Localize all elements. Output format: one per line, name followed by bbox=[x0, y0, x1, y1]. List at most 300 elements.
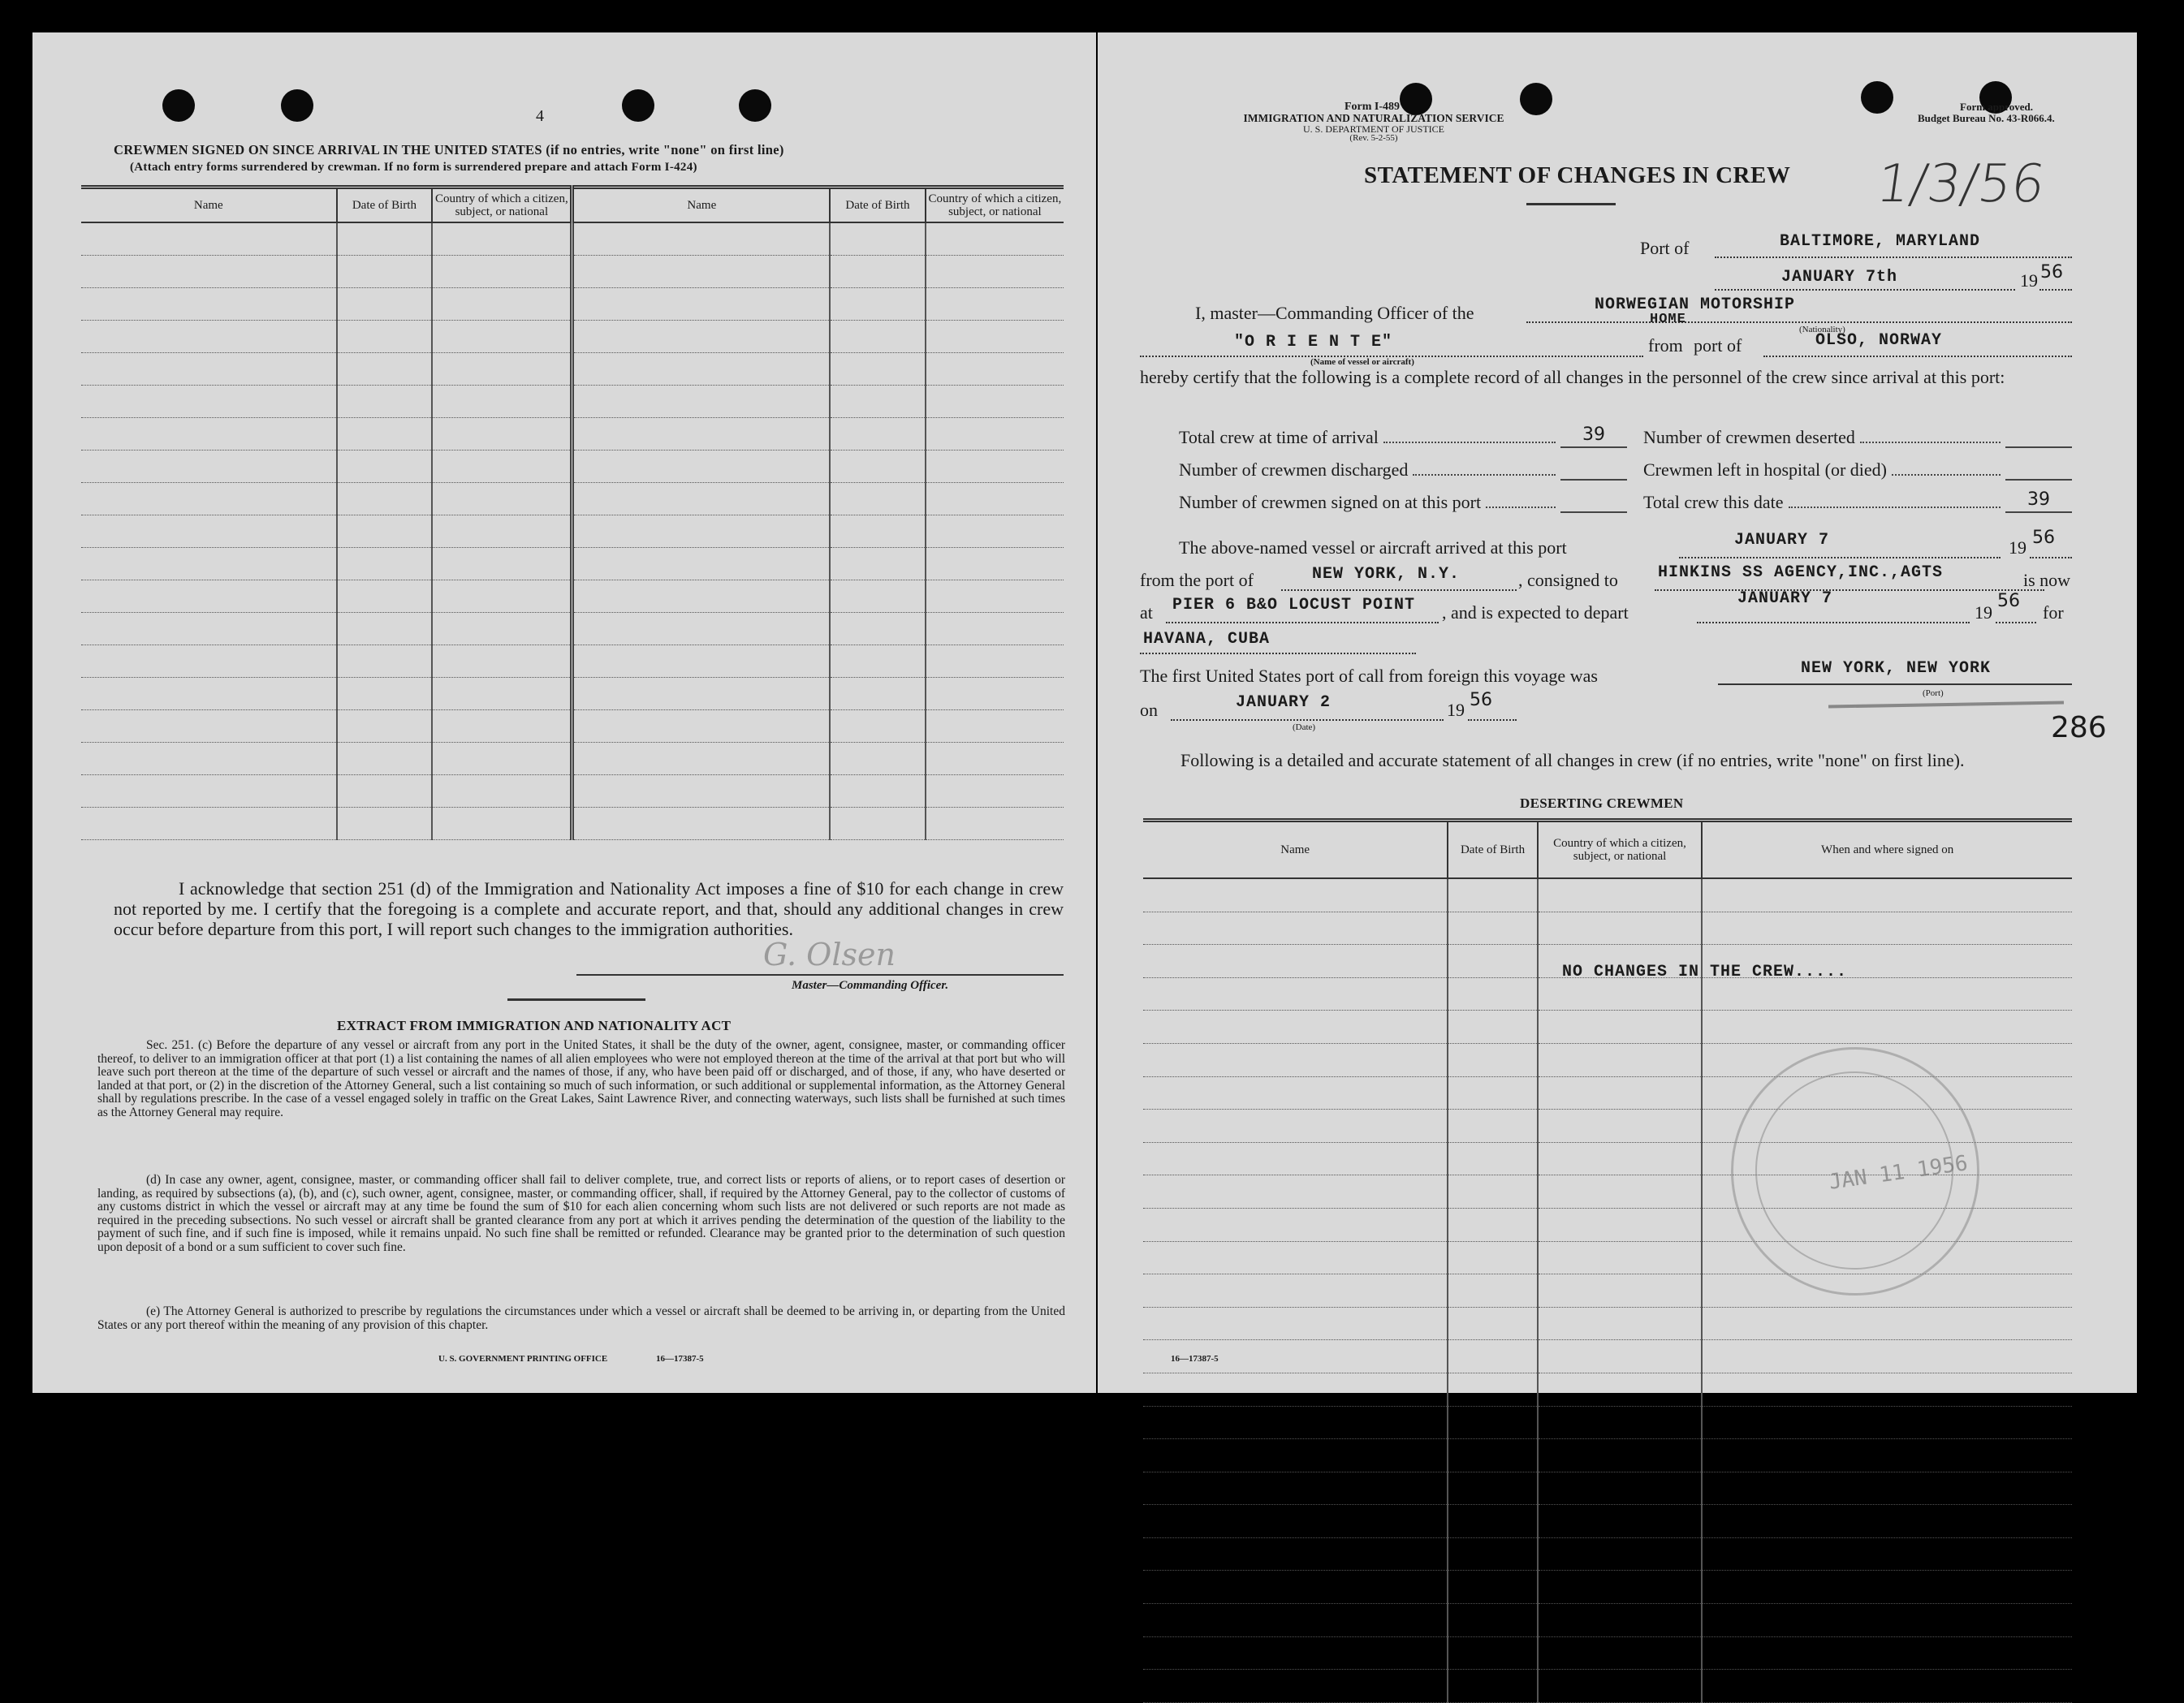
table-cell bbox=[1143, 1439, 1448, 1472]
depart-year-prefix: 19 bbox=[1975, 602, 1992, 623]
table-cell bbox=[1143, 1670, 1448, 1703]
from-port-value: NEW YORK, N.Y. bbox=[1312, 565, 1461, 584]
table-cell bbox=[1538, 1274, 1703, 1308]
table-cell bbox=[572, 222, 830, 256]
table-cell bbox=[337, 548, 433, 580]
table-cell bbox=[1702, 1636, 2072, 1670]
table-cell bbox=[81, 353, 337, 386]
table-cell bbox=[926, 710, 1064, 743]
signature-line bbox=[576, 974, 1064, 976]
first-port-label: The first United States port of call from foreign this voyage was bbox=[1140, 666, 1598, 686]
table-cell bbox=[337, 483, 433, 515]
arrived-label: The above-named vessel or aircraft arrived at this port bbox=[1179, 537, 1567, 558]
crew-stat-label: Total crew this date bbox=[1643, 492, 1784, 512]
table-cell bbox=[830, 386, 926, 418]
date-value: JANUARY 7th bbox=[1781, 268, 1898, 287]
table-cell bbox=[81, 645, 337, 678]
table-cell bbox=[926, 386, 1064, 418]
table-row bbox=[81, 580, 1064, 613]
consigned-value: HINKINS SS AGENCY,INC.,AGTS bbox=[1658, 563, 1944, 582]
port-value: BALTIMORE, MARYLAND bbox=[1780, 232, 1981, 251]
table-cell bbox=[81, 256, 337, 288]
table-cell bbox=[432, 256, 572, 288]
first-port-line bbox=[1718, 683, 2072, 685]
table-cell bbox=[926, 580, 1064, 613]
table-cell bbox=[337, 288, 433, 321]
at-line bbox=[1166, 622, 1439, 623]
table-row bbox=[81, 515, 1064, 548]
section-251-e: (e) The Attorney General is authorized to prescribe by regulations the circumstances under which a vessel or aircraft shall be deemed to be arriving in, or departing from the United States or any port thereof within the meaning of any provision of this chapter. bbox=[97, 1304, 1065, 1332]
table-row bbox=[81, 256, 1064, 288]
stamp-date: JAN 11 1956 bbox=[1827, 1151, 1970, 1195]
crew-stat-label: Number of crewmen deserted bbox=[1643, 427, 1855, 447]
crew-stat-row bbox=[1643, 448, 2072, 481]
table-row bbox=[81, 808, 1064, 840]
table-row bbox=[1143, 1537, 2072, 1571]
date-line bbox=[1715, 289, 2015, 291]
page-number: 4 bbox=[536, 107, 544, 125]
table-cell bbox=[830, 710, 926, 743]
table-cell bbox=[1143, 1274, 1448, 1308]
table-cell bbox=[926, 645, 1064, 678]
table-cell bbox=[572, 710, 830, 743]
table-cell bbox=[1448, 1472, 1537, 1505]
table-cell bbox=[432, 386, 572, 418]
table-cell bbox=[1702, 1571, 2072, 1604]
dot-leader bbox=[1383, 442, 1556, 443]
table-cell bbox=[1538, 1307, 1703, 1340]
table-cell bbox=[926, 678, 1064, 710]
punch-hole bbox=[1520, 83, 1552, 115]
table-cell bbox=[432, 808, 572, 840]
right-page bbox=[1098, 32, 2137, 1393]
table-cell bbox=[432, 418, 572, 451]
table-cell bbox=[81, 515, 337, 548]
dot-leader bbox=[1789, 507, 2001, 508]
table-cell bbox=[81, 222, 337, 256]
table-cell bbox=[337, 222, 433, 256]
table-row bbox=[1143, 1340, 2072, 1373]
table-row bbox=[81, 288, 1064, 321]
crew-stat-row bbox=[1179, 481, 1627, 513]
table-cell bbox=[337, 256, 433, 288]
nationality-caption: (Nationality) bbox=[1799, 325, 1845, 334]
col-country: Country of which a citizen, subject, or national bbox=[432, 188, 572, 223]
table-cell bbox=[432, 288, 572, 321]
table-cell bbox=[337, 515, 433, 548]
on-value: JANUARY 2 bbox=[1236, 693, 1332, 712]
table-cell bbox=[926, 418, 1064, 451]
table-row bbox=[81, 222, 1064, 256]
crew-stat-row bbox=[1643, 481, 2072, 513]
table-cell bbox=[830, 451, 926, 483]
table-cell bbox=[926, 515, 1064, 548]
table-cell bbox=[1538, 1439, 1703, 1472]
table-cell bbox=[81, 288, 337, 321]
table-cell bbox=[830, 775, 926, 808]
for-line bbox=[1140, 653, 1416, 654]
table-cell bbox=[1448, 1208, 1537, 1241]
home-port-value: OLSO, NORWAY bbox=[1815, 331, 1943, 350]
table-cell bbox=[1143, 1373, 1448, 1406]
port-label: Port of bbox=[1640, 238, 1690, 258]
col-name: Name bbox=[81, 188, 337, 223]
table-cell bbox=[1448, 945, 1537, 978]
col-date-of-birth: Date of Birth bbox=[830, 188, 926, 223]
table-cell bbox=[926, 483, 1064, 515]
table-row bbox=[81, 451, 1064, 483]
table-row bbox=[1143, 1274, 2072, 1308]
table-cell bbox=[1448, 1636, 1537, 1670]
crew-stat-label: Total crew at time of arrival bbox=[1179, 427, 1379, 447]
table-cell bbox=[572, 645, 830, 678]
depart-date-line bbox=[1697, 622, 1970, 623]
table-cell bbox=[432, 353, 572, 386]
table-cell bbox=[1702, 1439, 2072, 1472]
form-number: Form I-489 bbox=[1344, 101, 1401, 113]
section-251-d: (d) In case any owner, agent, consignee, master, or commanding officer shall fail to deliver complete, true, and correct lists or reports of aliens, or to report cases of desertion or landing, as required by subsections (a), (b), and (c), such owner, agent, consignee, master, or commanding officer, shall, if required by the Attorney General, pay to the collector of customs of any customs district in which the vessel or aircraft may at any time be found the sum of $10 for each alien concerning whom such lists are not delivered or such reports are not made as required in the preceding subsections. No such vessel or aircraft shall be granted clearance from any port at which it arrives pending the determination of the question of the liability to the payment of such fine, and if such fine is imposed, while it remains unpaid. No such fine shall be remitted or refunded. Clearance may be granted prior to the determination of such question upon deposit of a bond or a sum sufficient to cover such fine. bbox=[97, 1173, 1065, 1254]
table-cell bbox=[830, 678, 926, 710]
table-cell bbox=[337, 743, 433, 775]
col-name: Name bbox=[572, 188, 830, 223]
table-cell bbox=[926, 353, 1064, 386]
table-row bbox=[1143, 878, 2072, 912]
table-cell bbox=[572, 386, 830, 418]
table-cell bbox=[81, 386, 337, 418]
table-cell bbox=[1538, 1604, 1703, 1637]
table-cell bbox=[830, 613, 926, 645]
table-cell bbox=[1702, 912, 2072, 945]
table-cell bbox=[572, 288, 830, 321]
table-cell bbox=[572, 321, 830, 353]
table-cell bbox=[337, 808, 433, 840]
table-cell bbox=[337, 580, 433, 613]
table-cell bbox=[572, 580, 830, 613]
table-cell bbox=[1448, 1537, 1537, 1571]
no-changes-note: NO CHANGES IN THE CREW..... bbox=[1562, 963, 1848, 981]
table-cell bbox=[1538, 1241, 1703, 1274]
signed-on-rows bbox=[81, 222, 1064, 840]
table-cell bbox=[1538, 1537, 1703, 1571]
arrived-date: JANUARY 7 bbox=[1734, 531, 1830, 550]
signed-on-subheading: (Attach entry forms surrendered by crewman. If no form is surrendered prepare and attach Form I-424) bbox=[130, 161, 697, 174]
table-cell bbox=[1448, 1505, 1537, 1538]
expected-label: , and is expected to depart bbox=[1442, 602, 1629, 623]
dot-leader bbox=[1892, 474, 2001, 476]
crew-stat-row bbox=[1179, 448, 1627, 481]
dot-leader bbox=[1860, 442, 2001, 443]
table-cell bbox=[1448, 1439, 1537, 1472]
left-page bbox=[32, 32, 1096, 1393]
table-cell bbox=[337, 353, 433, 386]
table-cell bbox=[926, 743, 1064, 775]
table-cell bbox=[337, 613, 433, 645]
table-cell bbox=[337, 386, 433, 418]
arrived-year-prefix: 19 bbox=[2009, 537, 2026, 558]
table-cell bbox=[1702, 878, 2072, 912]
date-year-prefix: 19 bbox=[2020, 270, 2038, 291]
col-country: Country of which a citizen, subject, or national bbox=[1538, 821, 1703, 879]
table-cell bbox=[1448, 1175, 1537, 1209]
table-cell bbox=[1538, 1043, 1703, 1076]
table-row bbox=[1143, 1307, 2072, 1340]
signature-caption: Master—Commanding Officer. bbox=[792, 979, 949, 992]
table-cell bbox=[1538, 1142, 1703, 1175]
table-row bbox=[1143, 912, 2072, 945]
dot-leader bbox=[1486, 507, 1556, 508]
table-cell bbox=[432, 515, 572, 548]
table-cell bbox=[1448, 878, 1537, 912]
table-cell bbox=[1143, 1175, 1448, 1209]
table-cell bbox=[926, 548, 1064, 580]
table-cell bbox=[1448, 1142, 1537, 1175]
table-cell bbox=[926, 288, 1064, 321]
handwritten-date: 1/3/56 bbox=[1872, 154, 2049, 214]
table-cell bbox=[1702, 1670, 2072, 1703]
table-cell bbox=[572, 515, 830, 548]
arrived-year-line bbox=[2030, 557, 2072, 558]
table-cell bbox=[830, 353, 926, 386]
agency-name: IMMIGRATION AND NATURALIZATION SERVICE bbox=[1243, 112, 1504, 124]
table-row bbox=[1143, 1505, 2072, 1538]
table-cell bbox=[1143, 1307, 1448, 1340]
crew-stat-value bbox=[1560, 510, 1627, 513]
table-cell bbox=[926, 222, 1064, 256]
table-cell bbox=[1448, 977, 1537, 1011]
table-row bbox=[81, 321, 1064, 353]
table-cell bbox=[572, 743, 830, 775]
deserting-title: DESERTING CREWMEN bbox=[1520, 795, 1684, 811]
from-port-label: from the port of bbox=[1140, 570, 1254, 590]
table-cell bbox=[572, 775, 830, 808]
table-cell bbox=[830, 580, 926, 613]
first-port-value: NEW YORK, NEW YORK bbox=[1801, 659, 1992, 678]
crew-stats-right bbox=[1643, 416, 2072, 513]
date-caption: (Date) bbox=[1293, 722, 1316, 732]
table-cell bbox=[432, 645, 572, 678]
table-cell bbox=[1143, 945, 1448, 978]
at-label: at bbox=[1140, 602, 1153, 623]
table-cell bbox=[1538, 1175, 1703, 1209]
for-value: HAVANA, CUBA bbox=[1143, 630, 1271, 649]
table-row bbox=[1143, 977, 2072, 1011]
date-year: 56 bbox=[2040, 262, 2063, 282]
table-cell bbox=[81, 808, 337, 840]
table-cell bbox=[1702, 1604, 2072, 1637]
table-cell bbox=[830, 256, 926, 288]
table-cell bbox=[830, 515, 926, 548]
table-cell bbox=[1143, 1076, 1448, 1110]
table-cell bbox=[926, 321, 1064, 353]
table-cell bbox=[1702, 1472, 2072, 1505]
form-code: 16—17387-5 bbox=[656, 1354, 704, 1364]
page-stamp-number: 286 bbox=[2051, 711, 2107, 744]
table-cell bbox=[572, 353, 830, 386]
home-insert: HOME bbox=[1650, 312, 1686, 327]
table-cell bbox=[432, 321, 572, 353]
table-cell bbox=[1538, 1011, 1703, 1044]
table-cell bbox=[1448, 1307, 1537, 1340]
table-cell bbox=[1143, 1571, 1448, 1604]
table-cell bbox=[1538, 912, 1703, 945]
table-cell bbox=[1143, 1043, 1448, 1076]
table-cell bbox=[572, 256, 830, 288]
table-cell bbox=[337, 418, 433, 451]
table-cell bbox=[1538, 878, 1703, 912]
on-year-line bbox=[1468, 719, 1517, 721]
col-date-of-birth: Date of Birth bbox=[1448, 821, 1537, 879]
table-cell bbox=[1448, 1571, 1537, 1604]
table-cell bbox=[830, 548, 926, 580]
on-label: on bbox=[1140, 700, 1158, 720]
department-name: U. S. DEPARTMENT OF JUSTICE bbox=[1303, 123, 1444, 135]
table-cell bbox=[1538, 1472, 1703, 1505]
dot-leader bbox=[1413, 474, 1556, 476]
table-row bbox=[81, 613, 1064, 645]
signed-on-heading: CREWMEN SIGNED ON SINCE ARRIVAL IN THE UNITED STATES (if no entries, write "none" on first line) bbox=[114, 142, 784, 157]
table-cell bbox=[926, 808, 1064, 840]
table-cell bbox=[1143, 878, 1448, 912]
crew-stat-value: 39 bbox=[1560, 425, 1627, 448]
table-cell bbox=[1143, 977, 1448, 1011]
on-line bbox=[1171, 719, 1444, 721]
form-code: 16—17387-5 bbox=[1171, 1354, 1219, 1364]
certify-text: hereby certify that the following is a complete record of all changes in the personnel of the crew since arrival at this port: bbox=[1140, 367, 2005, 387]
table-cell bbox=[1702, 1537, 2072, 1571]
table-cell bbox=[830, 288, 926, 321]
table-cell bbox=[1448, 1011, 1537, 1044]
table-row bbox=[81, 645, 1064, 678]
crew-stat-label: Number of crewmen signed on at this port bbox=[1179, 492, 1482, 512]
table-row bbox=[81, 743, 1064, 775]
table-cell bbox=[572, 418, 830, 451]
table-cell bbox=[432, 678, 572, 710]
port-of-label: port of bbox=[1694, 335, 1742, 356]
table-row bbox=[1143, 1472, 2072, 1505]
table-cell bbox=[926, 613, 1064, 645]
table-row bbox=[81, 548, 1064, 580]
nationality-line bbox=[1526, 321, 2072, 323]
signed-on-table bbox=[81, 185, 1064, 840]
col-country: Country of which a citizen, subject, or national bbox=[926, 188, 1064, 223]
punch-hole bbox=[162, 89, 195, 122]
table-cell bbox=[81, 613, 337, 645]
vessel-name: "O R I E N T E" bbox=[1234, 333, 1393, 351]
table-cell bbox=[1448, 1043, 1537, 1076]
table-cell bbox=[830, 645, 926, 678]
approval-note: Form approved. bbox=[1960, 101, 2034, 113]
crew-stat-value: 39 bbox=[2005, 489, 2072, 513]
table-cell bbox=[830, 321, 926, 353]
table-cell bbox=[572, 548, 830, 580]
table-cell bbox=[1448, 1076, 1537, 1110]
consigned-line bbox=[1655, 589, 2044, 591]
table-cell bbox=[572, 451, 830, 483]
table-cell bbox=[81, 483, 337, 515]
table-cell bbox=[572, 483, 830, 515]
table-cell bbox=[1538, 1208, 1703, 1241]
table-row bbox=[1143, 1011, 2072, 1044]
crew-stat-row bbox=[1179, 416, 1627, 448]
for-label: for bbox=[2043, 602, 2064, 623]
table-cell bbox=[1538, 1571, 1703, 1604]
table-cell bbox=[337, 645, 433, 678]
table-cell bbox=[1702, 1307, 2072, 1340]
table-cell bbox=[81, 580, 337, 613]
table-cell bbox=[1143, 1505, 1448, 1538]
from-label: from bbox=[1648, 335, 1683, 356]
year-line bbox=[2039, 289, 2072, 291]
col-name: Name bbox=[1143, 821, 1448, 879]
table-cell bbox=[1538, 1373, 1703, 1406]
table-cell bbox=[1538, 1636, 1703, 1670]
table-cell bbox=[81, 548, 337, 580]
table-cell bbox=[432, 580, 572, 613]
table-cell bbox=[926, 256, 1064, 288]
on-year-prefix: 19 bbox=[1447, 700, 1465, 720]
table-cell bbox=[1448, 1373, 1537, 1406]
port-caption: (Port) bbox=[1923, 688, 1944, 698]
table-cell bbox=[337, 321, 433, 353]
table-cell bbox=[1448, 1110, 1537, 1143]
acknowledgement-text: I acknowledge that section 251 (d) of the Immigration and Nationality Act imposes a fine of $10 for each change in crew not reported by me. I certify that the foregoing is a complete and accurate report, and that, should any additional changes in crew occur before departure from this port, I will report such changes to the immigration authorities. bbox=[114, 878, 1064, 939]
master-label: I, master—Commanding Officer of the bbox=[1195, 303, 1474, 323]
table-cell bbox=[830, 743, 926, 775]
punch-hole bbox=[1861, 81, 1893, 114]
table-row bbox=[81, 418, 1064, 451]
table-row bbox=[1143, 1373, 2072, 1406]
table-cell bbox=[337, 775, 433, 808]
punch-hole bbox=[281, 89, 313, 122]
table-cell bbox=[1448, 1670, 1537, 1703]
crew-stat-label: Crewmen left in hospital (or died) bbox=[1643, 459, 1887, 480]
table-cell bbox=[81, 743, 337, 775]
table-cell bbox=[572, 678, 830, 710]
table-cell bbox=[1143, 1142, 1448, 1175]
home-port-line bbox=[1763, 356, 2072, 357]
crew-stat-row bbox=[1643, 416, 2072, 448]
table-cell bbox=[432, 775, 572, 808]
table-cell bbox=[81, 321, 337, 353]
table-cell bbox=[1448, 1604, 1537, 1637]
table-row bbox=[81, 353, 1064, 386]
table-cell bbox=[81, 775, 337, 808]
table-row bbox=[1143, 1406, 2072, 1439]
punch-hole bbox=[622, 89, 654, 122]
section-251-c: Sec. 251. (c) Before the departure of any vessel or aircraft from any port in the United States, it shall be the duty of the owner, agent, consignee, master, or commanding officer thereof, to deliver to an immigration officer at that port (1) a list containing the names of all alien employees who were not employed thereon at the time of the arrival at that port but who will leave such port thereon at the time of the departure of such vessel or aircraft and the names of those, if any, who have been paid off or discharged, and of those, if any, who have deserted or landed at that port, or (2) in the discretion of the Attorney General, such a list containing so much of such information, or such additional or supplemental information, as the Attorney General shall by regulations prescribe. In the case of a vessel engaged solely in traffic on the Great Lakes, Saint Lawrence River, and connecting waterways, such lists shall be furnished at such times as the Attorney General may require. bbox=[97, 1038, 1065, 1119]
title-underline bbox=[1526, 203, 1616, 205]
stroke-mark bbox=[1828, 701, 2064, 708]
table-cell bbox=[1143, 1011, 1448, 1044]
depart-year-line bbox=[1996, 622, 2036, 623]
table-cell bbox=[1143, 1406, 1448, 1439]
table-cell bbox=[81, 710, 337, 743]
table-cell bbox=[432, 483, 572, 515]
table-cell bbox=[1702, 977, 2072, 1011]
arrived-date-line bbox=[1679, 557, 2001, 558]
deserting-rows bbox=[1143, 878, 2072, 1702]
budget-bureau: Budget Bureau No. 43-R066.4. bbox=[1918, 112, 2055, 124]
table-cell bbox=[1538, 1340, 1703, 1373]
table-cell bbox=[432, 743, 572, 775]
table-cell bbox=[1538, 1406, 1703, 1439]
table-cell bbox=[1143, 1636, 1448, 1670]
table-cell bbox=[337, 451, 433, 483]
table-cell bbox=[1702, 1340, 2072, 1373]
nationality-value: NORWEGIAN MOTORSHIP bbox=[1595, 295, 1796, 314]
table-cell bbox=[1448, 1340, 1537, 1373]
table-row bbox=[1143, 1043, 2072, 1076]
